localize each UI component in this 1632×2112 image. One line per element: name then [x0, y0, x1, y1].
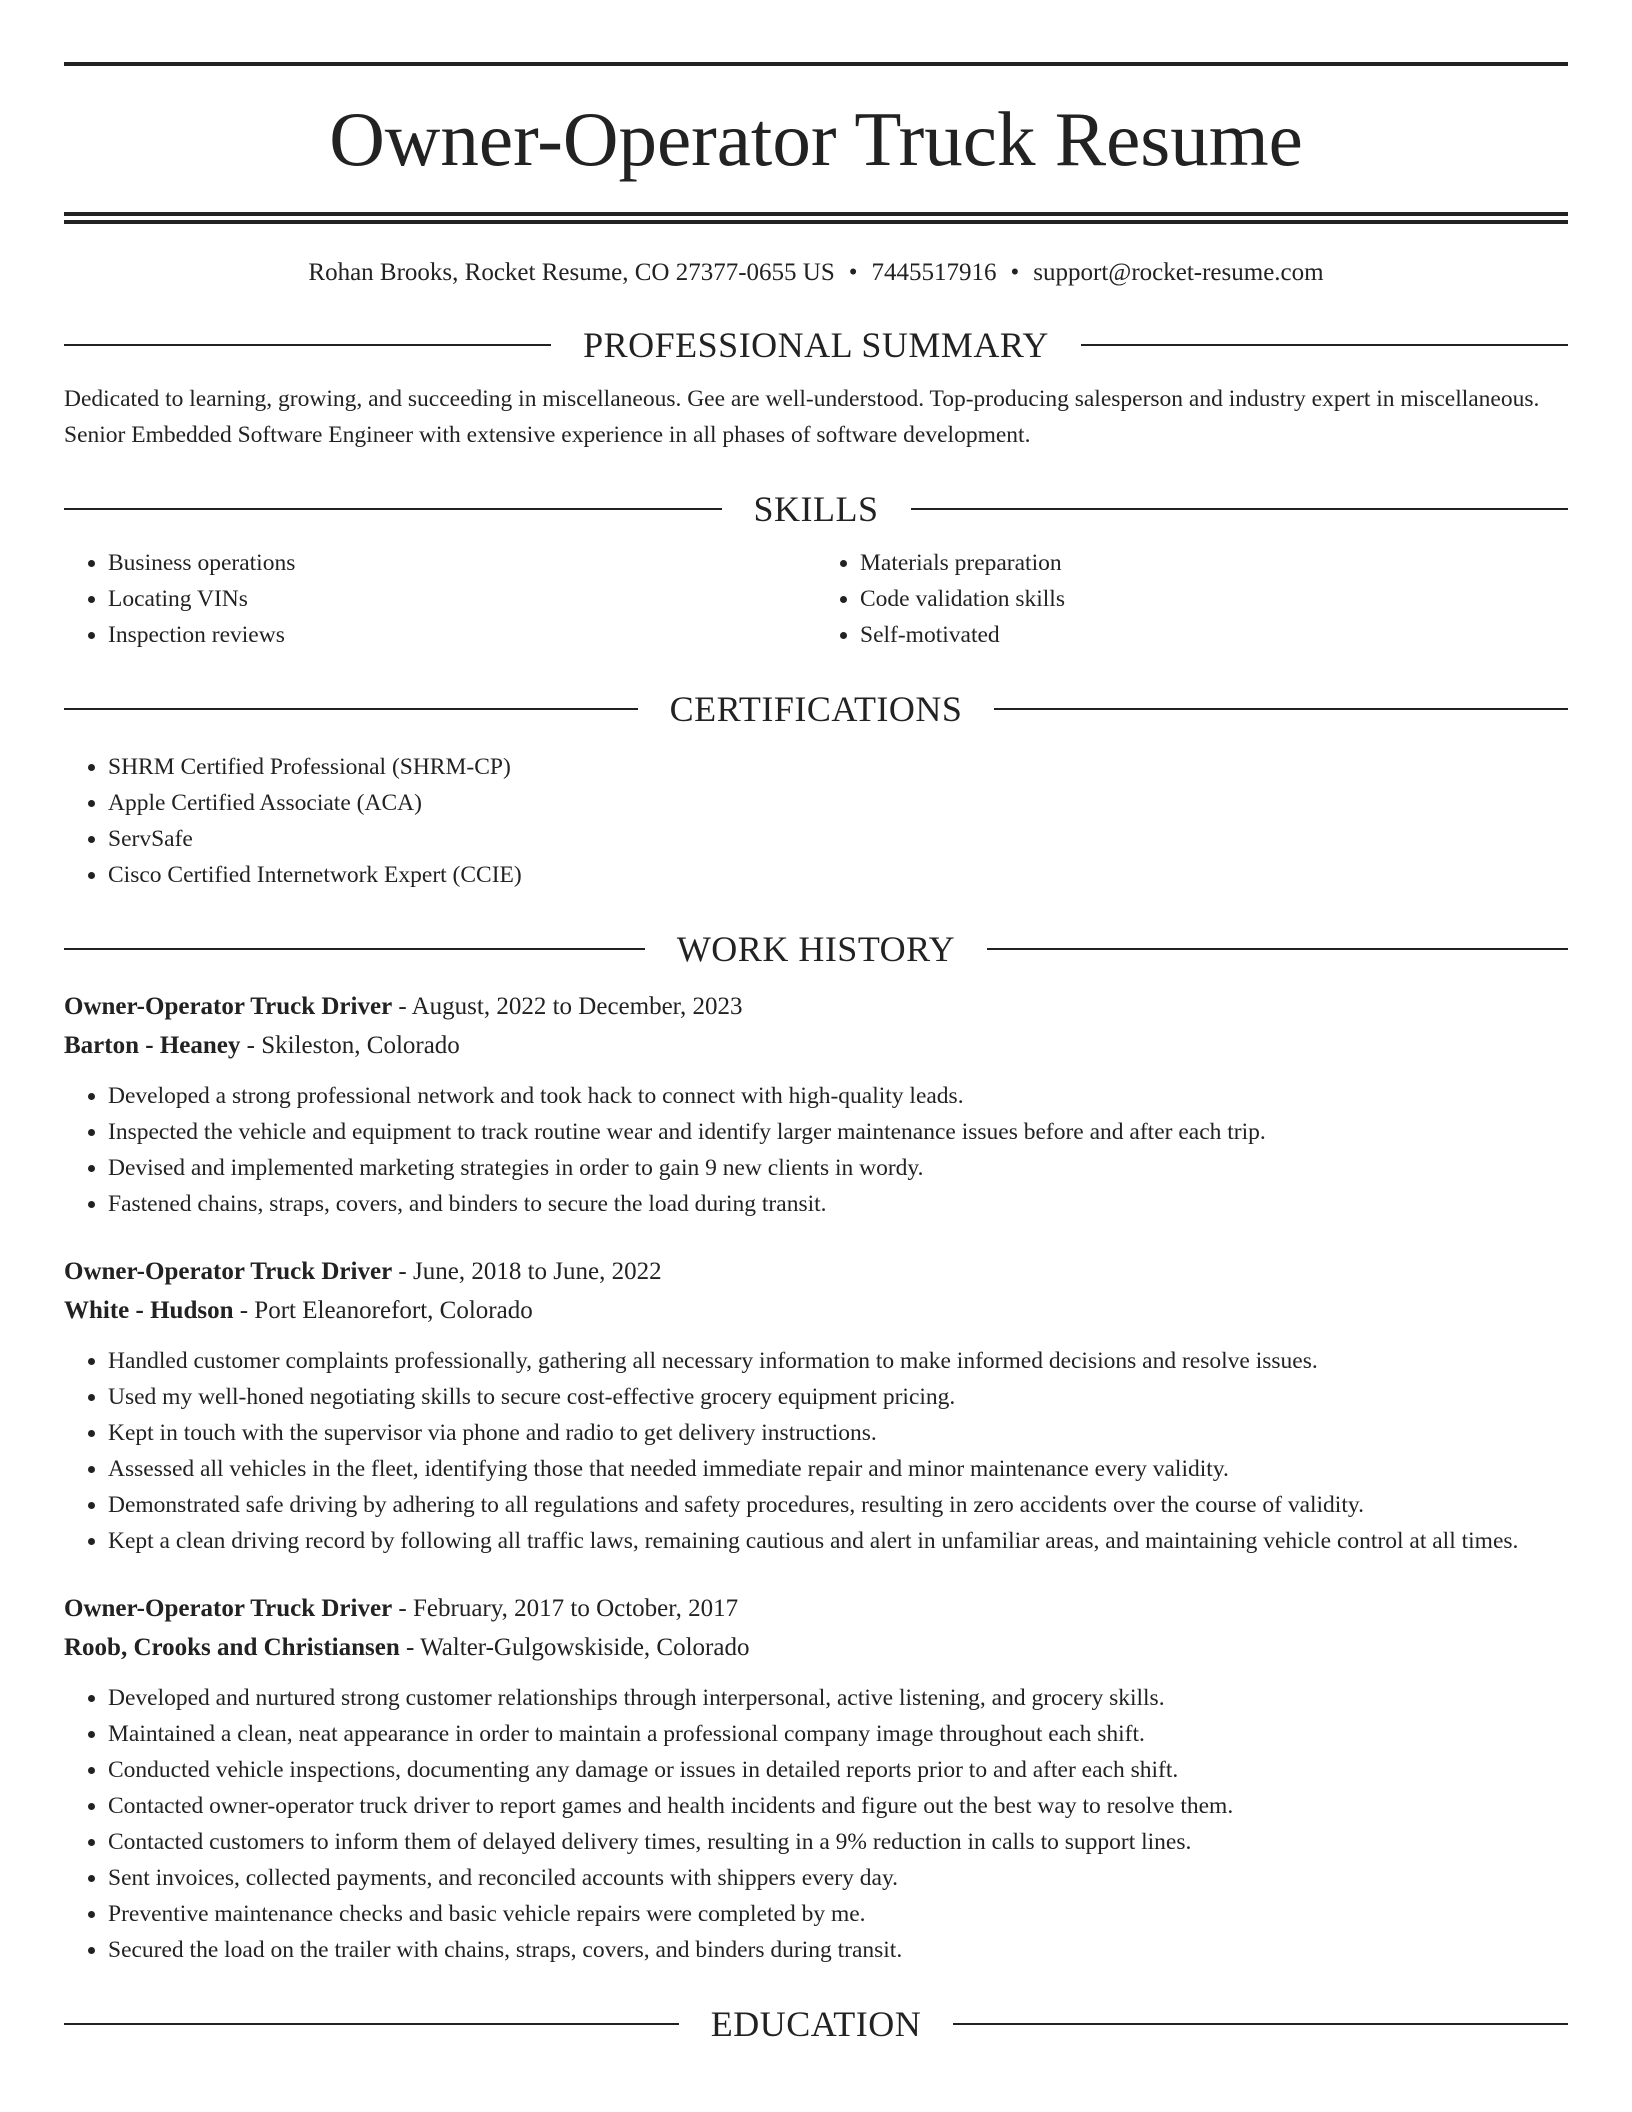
job-bullets: [64, 1343, 1568, 1559]
job-company: White - Hudson: [64, 1297, 234, 1324]
job-bullet: • Kept in touch with the supervisor via phone and radio to get delivery instructions.: [108, 1415, 1568, 1451]
title-double-rule: [64, 212, 1568, 224]
job-company-line: [64, 1026, 1568, 1065]
job-bullet: • Preventive maintenance checks and basic vehicle repairs were completed by me.: [108, 1896, 1568, 1932]
section-heading-work: [64, 929, 1568, 969]
job-bullet: • Maintained a clean, neat appearance in order to maintain a professional company image throughout each shift.: [108, 1716, 1568, 1752]
skills-column-right: [816, 545, 1568, 653]
job-bullet: • Conducted vehicle inspections, documenting any damage or issues in detailed reports prior to and after each shift.: [108, 1752, 1568, 1788]
heading-rule-left: [64, 2023, 679, 2025]
skill-item: • Code validation skills: [860, 581, 1568, 617]
heading-rule-right: [994, 708, 1568, 710]
job-bullets: [64, 1078, 1568, 1222]
job-bullet: • Contacted customers to inform them of delayed delivery times, resulting in a 9% reduction in calls to support lines.: [108, 1824, 1568, 1860]
job-title: Owner-Operator Truck Driver: [64, 1595, 393, 1622]
job-company-line: [64, 1628, 1568, 1667]
job-entry: [64, 987, 1568, 1222]
heading-rule-right: [911, 508, 1569, 510]
job-company-line: [64, 1291, 1568, 1330]
job-title: Owner-Operator Truck Driver: [64, 1258, 393, 1285]
job-title: Owner-Operator Truck Driver: [64, 993, 393, 1020]
heading-rule-right: [987, 948, 1568, 950]
job-location: - Walter-Gulgowskiside, Colorado: [399, 1634, 750, 1661]
job-dates: - February, 2017 to October, 2017: [392, 1595, 739, 1622]
summary-text: Dedicated to learning, growing, and succeeding in miscellaneous. Gee are well-understood. Top-producing salesperson and industry expert in miscellaneous. Senior Embedded Software Engineer with extensive experience in all phases of software development.: [64, 386, 1540, 448]
job-title-line: [64, 1589, 1568, 1628]
job-bullet: • Inspected the vehicle and equipment to track routine wear and identify larger maintenance issues before and after each trip.: [108, 1114, 1568, 1150]
summary-heading: PROFESSIONAL SUMMARY: [583, 325, 1049, 365]
contact-email: support@rocket-resume.com: [1033, 259, 1324, 286]
job-dates: - August, 2022 to December, 2023: [392, 993, 743, 1020]
skill-item: • Self-motivated: [860, 617, 1568, 653]
certifications-list: [64, 749, 1568, 893]
certification-item: • Apple Certified Associate (ACA): [108, 785, 1568, 821]
skill-item: • Inspection reviews: [108, 617, 816, 653]
contact-separator: •: [1010, 259, 1020, 286]
certifications-heading: CERTIFICATIONS: [669, 689, 963, 729]
job-bullet: • Assessed all vehicles in the fleet, identifying those that needed immediate repair and minor maintenance every validity.: [108, 1451, 1568, 1487]
job-entry: [64, 1589, 1568, 1968]
work-heading: WORK HISTORY: [676, 929, 956, 969]
heading-rule-right: [953, 2023, 1568, 2025]
job-title-line: [64, 987, 1568, 1026]
heading-rule-left: [64, 708, 638, 710]
job-company: Roob, Crooks and Christiansen: [64, 1634, 400, 1661]
certification-item: • ServSafe: [108, 821, 1568, 857]
job-bullet: • Developed a strong professional network and took hack to connect with high-quality leads.: [108, 1078, 1568, 1114]
job-location: - Skileston, Colorado: [240, 1032, 460, 1059]
job-bullet: • Used my well-honed negotiating skills to secure cost-effective grocery equipment pricing.: [108, 1379, 1568, 1415]
resume-title: Owner-Operator Truck Resume: [329, 96, 1303, 182]
heading-rule-left: [64, 344, 551, 346]
contact-phone: 7445517916: [871, 259, 997, 286]
certification-item: • SHRM Certified Professional (SHRM-CP): [108, 749, 1568, 785]
job-company: Barton - Heaney: [64, 1032, 241, 1059]
skills-heading: SKILLS: [753, 489, 879, 529]
job-bullet: • Devised and implemented marketing strategies in order to gain 9 new clients in wordy.: [108, 1150, 1568, 1186]
job-bullet: • Fastened chains, straps, covers, and binders to secure the load during transit.: [108, 1186, 1568, 1222]
heading-rule-left: [64, 508, 722, 510]
job-bullet: • Handled customer complaints professionally, gathering all necessary information to make informed decisions and resolve issues.: [108, 1343, 1568, 1379]
skill-item: • Materials preparation: [860, 545, 1568, 581]
education-heading: EDUCATION: [710, 2004, 922, 2044]
contact-line: [64, 257, 1568, 289]
skill-item: • Locating VINs: [108, 581, 816, 617]
job-location: - Port Eleanorefort, Colorado: [233, 1297, 533, 1324]
job-bullet: • Demonstrated safe driving by adhering to all regulations and safety procedures, resulting in zero accidents over the course of validity.: [108, 1487, 1568, 1523]
contact-address: Rohan Brooks, Rocket Resume, CO 27377-0655 US: [308, 259, 835, 286]
skill-item: • Business operations: [108, 545, 816, 581]
job-bullet: • Kept a clean driving record by following all traffic laws, remaining cautious and alert in unfamiliar areas, and maintaining vehicle control at all times.: [108, 1523, 1568, 1559]
top-rule: [64, 62, 1568, 66]
job-bullets: [64, 1680, 1568, 1968]
job-dates: - June, 2018 to June, 2022: [392, 1258, 662, 1285]
resume-page: [64, 0, 1568, 2044]
section-heading-certifications: [64, 689, 1568, 729]
job-bullet: • Sent invoices, collected payments, and reconciled accounts with shippers every day.: [108, 1860, 1568, 1896]
section-heading-education: [64, 2004, 1568, 2044]
skills-list: [64, 545, 1568, 653]
skills-column-left: [64, 545, 816, 653]
job-bullet: • Contacted owner-operator truck driver to report games and health incidents and figure out the best way to resolve them.: [108, 1788, 1568, 1824]
section-heading-skills: [64, 489, 1568, 529]
job-entry: [64, 1252, 1568, 1559]
section-heading-summary: [64, 325, 1568, 365]
certification-item: • Cisco Certified Internetwork Expert (CCIE): [108, 857, 1568, 893]
job-bullet: • Secured the load on the trailer with chains, straps, covers, and binders during transit.: [108, 1932, 1568, 1968]
job-bullet: • Developed and nurtured strong customer relationships through interpersonal, active listening, and grocery skills.: [108, 1680, 1568, 1716]
job-title-line: [64, 1252, 1568, 1291]
heading-rule-left: [64, 948, 645, 950]
contact-separator: •: [848, 259, 858, 286]
heading-rule-right: [1081, 344, 1568, 346]
